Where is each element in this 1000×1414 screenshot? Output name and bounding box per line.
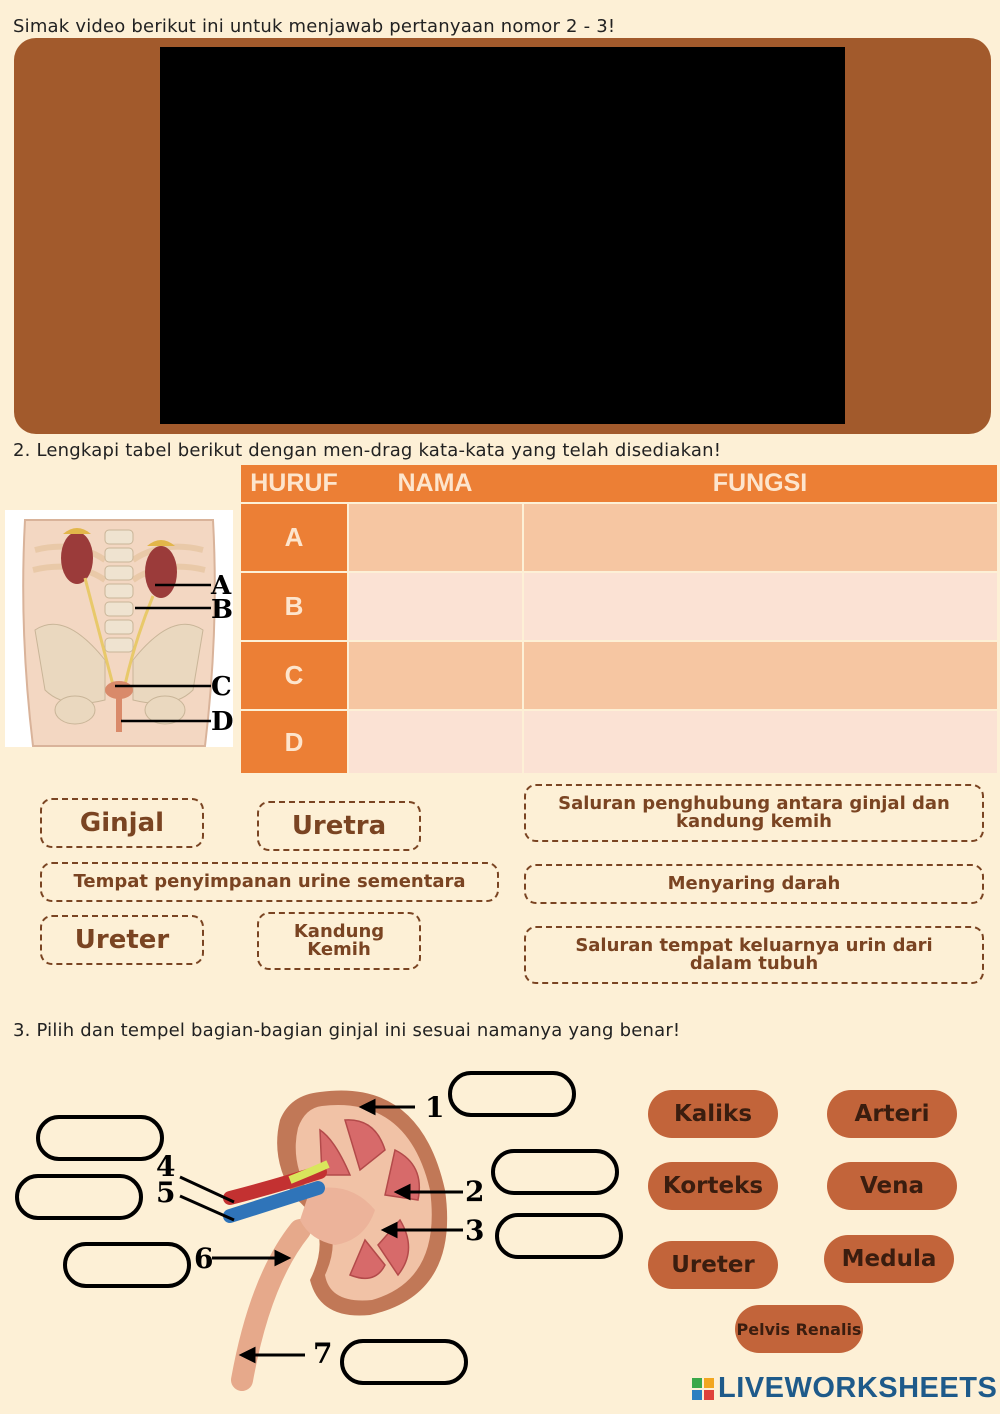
chip-kandung-kemih[interactable]: Kandung Kemih [257,912,421,970]
row-letter-a: A [241,504,347,571]
option-vena[interactable]: Vena [827,1162,957,1210]
diagram-label-d: D [211,707,234,737]
chip-uretra[interactable]: Uretra [257,801,421,851]
answer-slot-5[interactable] [15,1174,143,1220]
kidney-number-3: 3 [465,1214,485,1247]
answer-slot-1[interactable] [448,1071,576,1117]
question-2-instruction: 2. Lengkapi tabel berikut dengan men-drag kata-kata yang telah disediakan! [13,440,722,461]
kidney-number-7: 7 [313,1337,333,1370]
diagram-label-c: C [211,672,232,702]
diagram-label-a: A [211,571,232,601]
drop-nama-a[interactable] [349,504,522,571]
chip-ginjal[interactable]: Ginjal [40,798,204,848]
video-player[interactable] [160,47,845,424]
drop-nama-c[interactable] [349,642,522,709]
option-medula[interactable]: Medula [824,1235,954,1283]
answer-slot-2[interactable] [491,1149,619,1195]
row-letter-b: B [241,573,347,640]
header-huruf: HURUF [250,469,338,497]
header-nama: NAMA [397,469,473,497]
chip-ureter[interactable]: Ureter [40,915,204,965]
answer-slot-6[interactable] [63,1242,191,1288]
table-header [241,465,997,502]
kidney-number-2: 2 [465,1175,485,1208]
option-ureter[interactable]: Ureter [648,1241,778,1289]
urinary-system-image [5,510,233,747]
header-fungsi: FUNGSI [712,469,808,497]
diagram-label-b: B [211,595,233,625]
question-3-instruction: 3. Pilih dan tempel bagian-bagian ginjal ini sesuai namanya yang benar! [13,1020,681,1041]
chip-saluran-keluar[interactable]: Saluran tempat keluarnya urin dari dalam tubuh [524,926,984,984]
drop-fungsi-a[interactable] [524,504,997,571]
drop-fungsi-c[interactable] [524,642,997,709]
chip-tempat-penyimpanan[interactable]: Tempat penyimpanan urine sementara [40,862,499,902]
drop-fungsi-b[interactable] [524,573,997,640]
option-pelvis-renalis[interactable]: Pelvis Renalis [735,1305,863,1353]
kidney-number-6: 6 [194,1242,214,1275]
option-arteri[interactable]: Arteri [827,1090,957,1138]
drop-nama-d[interactable] [349,711,522,773]
option-kaliks[interactable]: Kaliks [648,1090,778,1138]
answer-slot-3[interactable] [495,1213,623,1259]
answer-slot-4[interactable] [36,1115,164,1161]
kidney-number-1: 1 [425,1091,445,1124]
liveworksheets-brand: LIVEWORKSHEETS [718,1372,998,1404]
liveworksheets-logo [692,1372,997,1405]
row-letter-d: D [241,711,347,773]
drop-nama-b[interactable] [349,573,522,640]
drop-fungsi-d[interactable] [524,711,997,773]
row-letter-c: C [241,642,347,709]
answer-slot-7[interactable] [340,1339,468,1385]
intro-instruction: Simak video berikut ini untuk menjawab pertanyaan nomor 2 - 3! [13,16,616,37]
liveworksheets-icon [692,1378,714,1400]
chip-menyaring-darah[interactable]: Menyaring darah [524,864,984,904]
option-korteks[interactable]: Korteks [648,1162,778,1210]
chip-saluran-penghubung[interactable]: Saluran penghubung antara ginjal dan kandung kemih [524,784,984,842]
kidney-number-4: 4 [156,1150,176,1183]
kidney-number-5: 5 [156,1176,176,1209]
